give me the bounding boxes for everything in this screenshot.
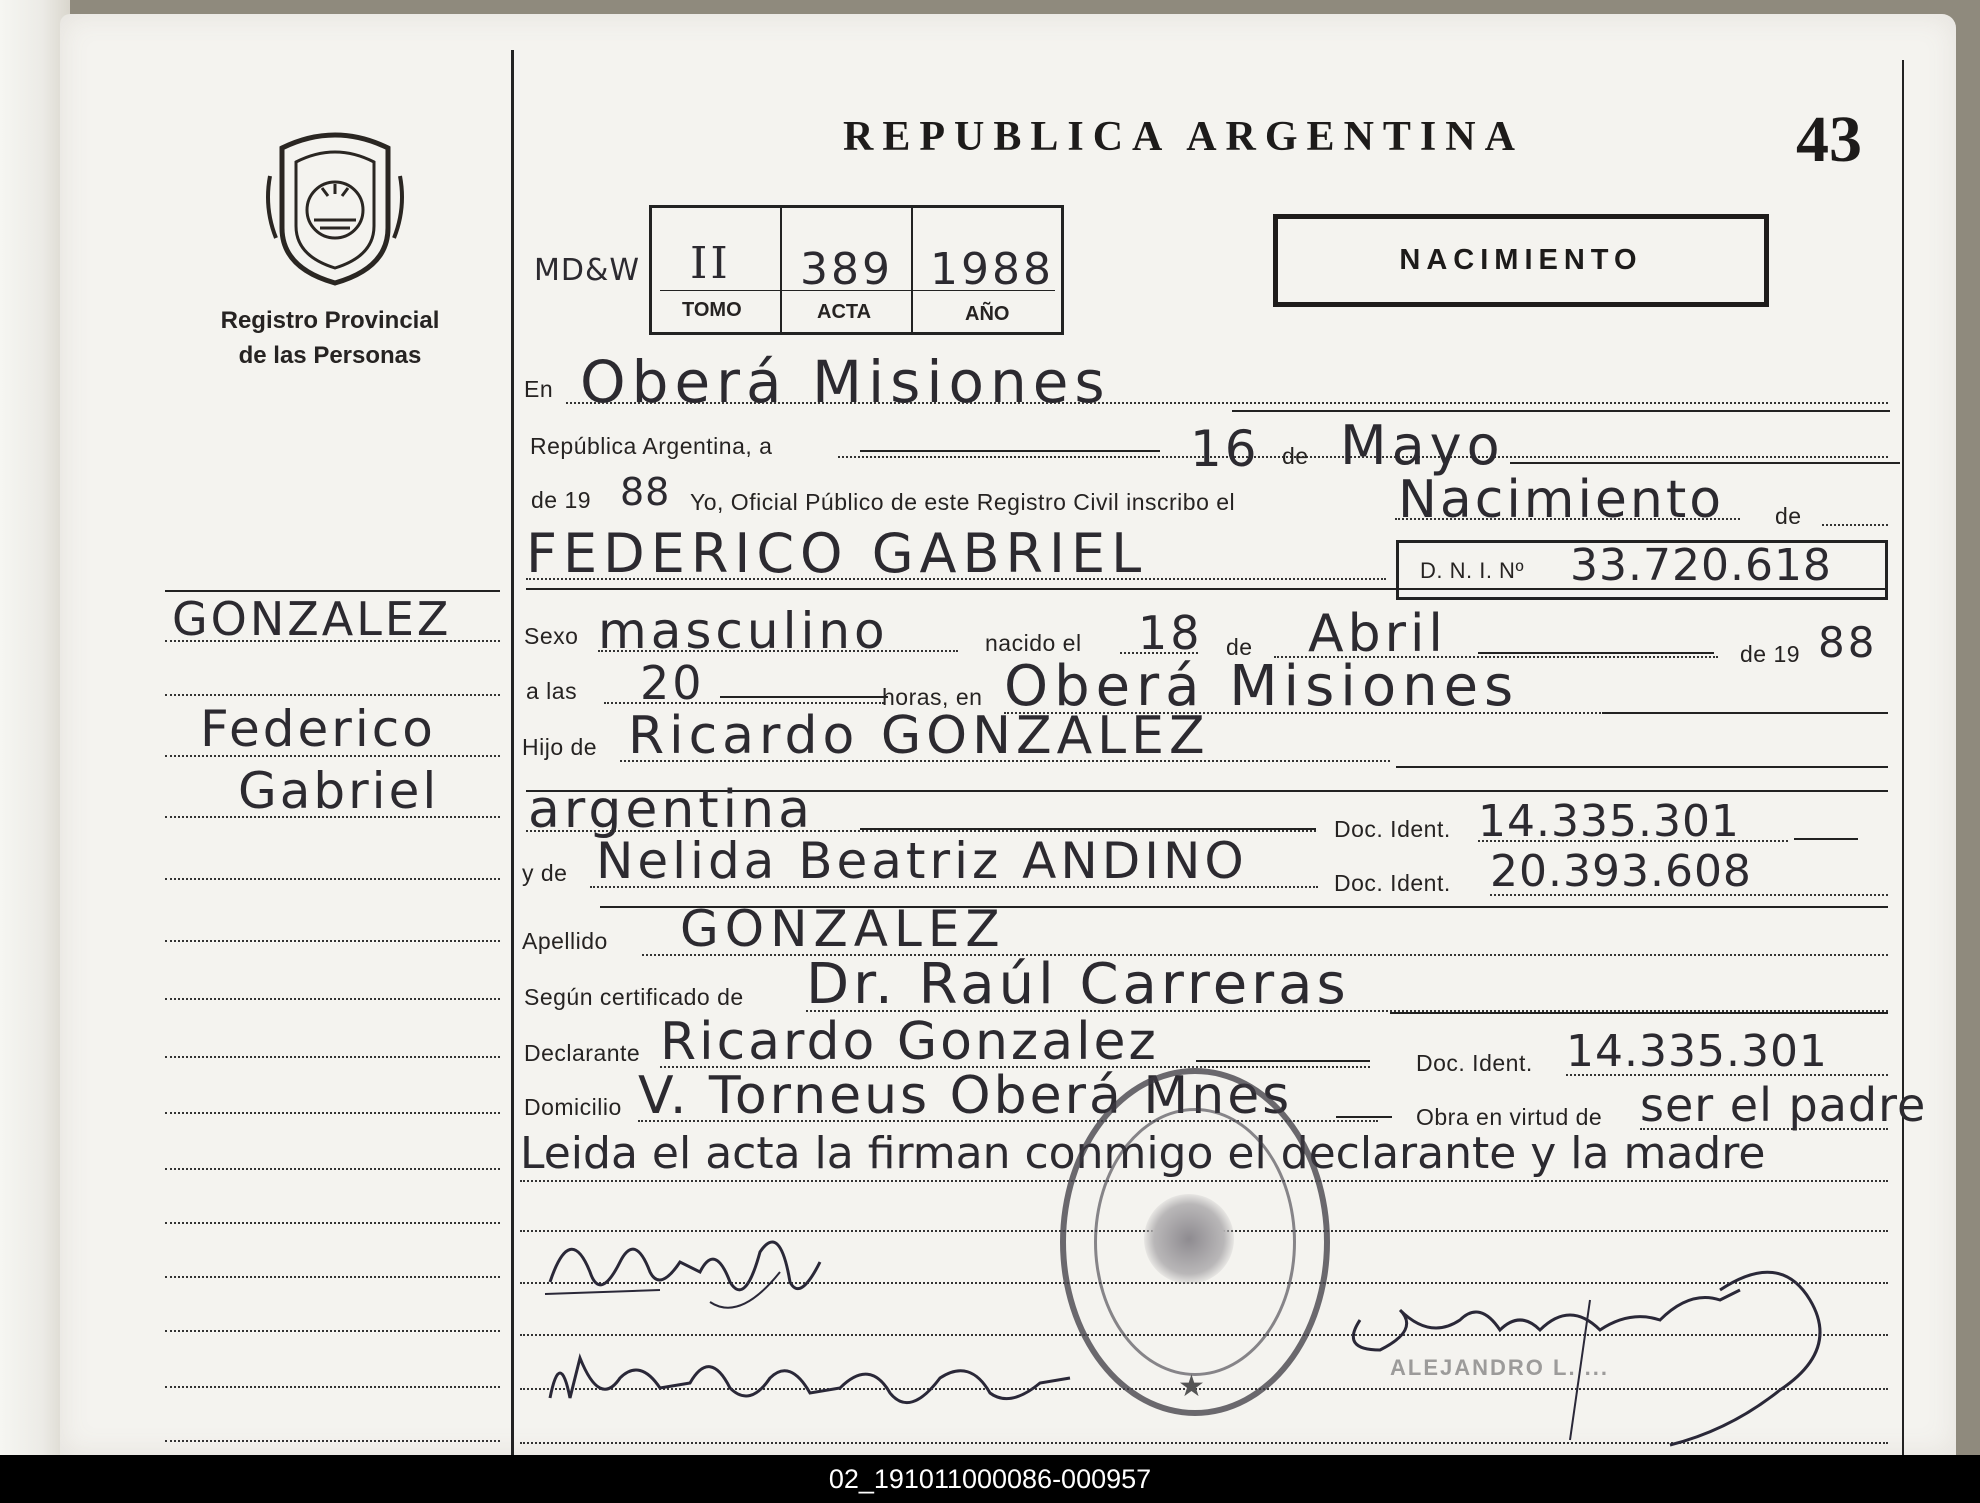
label-nacido: nacido el (985, 630, 1082, 656)
father-doc-value: 14.335.301 (1478, 796, 1740, 847)
margin-dotted-line (165, 1330, 500, 1332)
official-name-stamp: ALEJANDRO L. ... (1390, 1355, 1610, 1380)
table-divider (780, 207, 782, 333)
line-birth-place-rule (1602, 712, 1888, 714)
acta-label: ACTA (817, 301, 872, 323)
line-sex (598, 650, 958, 652)
nationality-value: argentina (528, 780, 814, 840)
official-stamp (1060, 1068, 1330, 1416)
line-child-name (526, 578, 1386, 580)
label-apellido: Apellido (522, 928, 608, 954)
doctor-value: Dr. Raúl Carreras (806, 952, 1350, 1017)
line-place-rule (1232, 410, 1890, 412)
margin-dotted-line (165, 1222, 500, 1224)
line-address-rule (1336, 1116, 1392, 1118)
margin-dotted-line (165, 1168, 500, 1170)
mother-doc-value: 20.393.608 (1490, 846, 1752, 897)
table-divider (911, 207, 913, 333)
star-icon: ★ (1178, 1370, 1205, 1403)
line-nationality-rule (860, 828, 1316, 830)
margin-dotted-line (165, 998, 500, 1000)
acta-value: 389 (800, 244, 893, 295)
father-value: Ricardo GONZALEZ (628, 706, 1210, 766)
page-number: 43 (1796, 103, 1862, 176)
event-value: Nacimiento (1398, 470, 1725, 530)
birth-place-value: Oberá Misiones (1004, 654, 1520, 719)
label-horas: horas, en (882, 684, 983, 710)
birth-year-suffix-value: 88 (1818, 618, 1878, 667)
child-name-value: FEDERICO GABRIEL (526, 522, 1148, 585)
line-mother-doc (1490, 894, 1888, 896)
label-doc-ident: Doc. Ident. (1334, 816, 1451, 842)
label-obra: Obra en virtud de (1416, 1104, 1603, 1130)
label-de2: de (1775, 503, 1802, 529)
sex-value: masculino (598, 602, 889, 660)
label-en: En (524, 376, 554, 402)
line-date-rule (860, 450, 1160, 452)
label-yo: Yo, Oficial Público de este Registro Civil inscribo el (690, 489, 1236, 515)
line-father-doc (1478, 840, 1788, 842)
line-doctor-rule (1390, 1012, 1888, 1014)
margin-dotted-line (165, 1276, 500, 1278)
margin-dotted-line (165, 878, 500, 880)
stamp-emblem-icon (1144, 1194, 1234, 1284)
dni-value: 33.720.618 (1570, 540, 1832, 591)
label-doc-ident-2: Doc. Ident. (1334, 870, 1451, 896)
margin-dotted-line (165, 1112, 500, 1114)
margin-dotted-line (165, 1056, 500, 1058)
label-de: de (1282, 443, 1309, 469)
tomo-label: TOMO (682, 299, 742, 321)
mother-signature (540, 1338, 1080, 1428)
line-father (620, 760, 1390, 762)
margin-dotted-line (165, 940, 500, 942)
declarant-signature (540, 1212, 840, 1322)
declarant-doc-value: 14.335.301 (1566, 1026, 1828, 1077)
surname-value: GONZALEZ (680, 900, 1006, 958)
declarant-value: Ricardo Gonzalez (660, 1012, 1159, 1072)
birth-month-value: Abril (1308, 604, 1447, 664)
image-caption: 02_191011000086-000957 (0, 1455, 1980, 1503)
margin-dotted-line (165, 694, 500, 696)
day-value: 16 (1190, 420, 1260, 478)
line-declarant-rule (1196, 1060, 1370, 1062)
margin-given-name-1: Federico (200, 700, 436, 758)
birth-hour-value: 20 (640, 656, 705, 710)
coat-of-arms-icon (262, 128, 408, 288)
label-de19: de 19 (531, 487, 592, 513)
year-suffix-value: 88 (620, 470, 671, 514)
label-republica: República Argentina, a (530, 433, 773, 459)
registry-name-line1: Registro Provincial (220, 307, 440, 334)
column-divider (511, 50, 514, 1455)
label-segun: Según certificado de (524, 984, 744, 1010)
ano-value: 1988 (930, 244, 1054, 295)
registry-name-line2: de las Personas (238, 342, 422, 369)
closing-note: Leida el acta la firman conmigo el declarante y la madre (520, 1128, 1766, 1179)
month-value: Mayo (1340, 414, 1505, 477)
document-title: REPUBLICA ARGENTINA (843, 114, 1524, 160)
line-mother (590, 886, 1318, 888)
document-type-box: NACIMIENTO (1273, 214, 1769, 307)
label-declarante: Declarante (524, 1040, 641, 1066)
label-doc-ident-3: Doc. Ident. (1416, 1050, 1533, 1076)
line-declarant-doc (1566, 1074, 1888, 1076)
line-father-doc-rule (1794, 838, 1858, 840)
label-sexo: Sexo (524, 623, 579, 649)
place-value: Oberá Misiones (580, 348, 1111, 416)
record-annotation: MD&W (534, 253, 641, 288)
birth-day-value: 18 (1138, 606, 1203, 660)
address-value: V. Torneus Oberá Mnes (638, 1066, 1293, 1126)
tomo-value: II (690, 238, 731, 289)
label-dni: D. N. I. Nº (1420, 558, 1524, 583)
obra-reason-value: ser el padre (1640, 1078, 1927, 1132)
margin-dotted-line (165, 1386, 500, 1388)
label-y-de: y de (522, 860, 568, 886)
line-month-rule (1510, 462, 1900, 464)
label-de3: de (1226, 634, 1253, 660)
margin-given-name-2: Gabriel (238, 762, 440, 820)
label-a-las: a las (526, 678, 578, 704)
margin-dotted-line (165, 1440, 500, 1442)
line-father-rule (1396, 766, 1888, 768)
line-hour-rule (720, 696, 888, 698)
ano-label: AÑO (965, 303, 1010, 325)
line-event-end (1822, 524, 1888, 526)
label-domicilio: Domicilio (524, 1094, 622, 1120)
margin-surname: GONZALEZ (172, 592, 452, 646)
label-de19-2: de 19 (1740, 641, 1801, 667)
right-border (1902, 60, 1904, 1455)
label-hijo: Hijo de (522, 734, 598, 760)
mother-value: Nelida Beatriz ANDINO (596, 832, 1248, 890)
